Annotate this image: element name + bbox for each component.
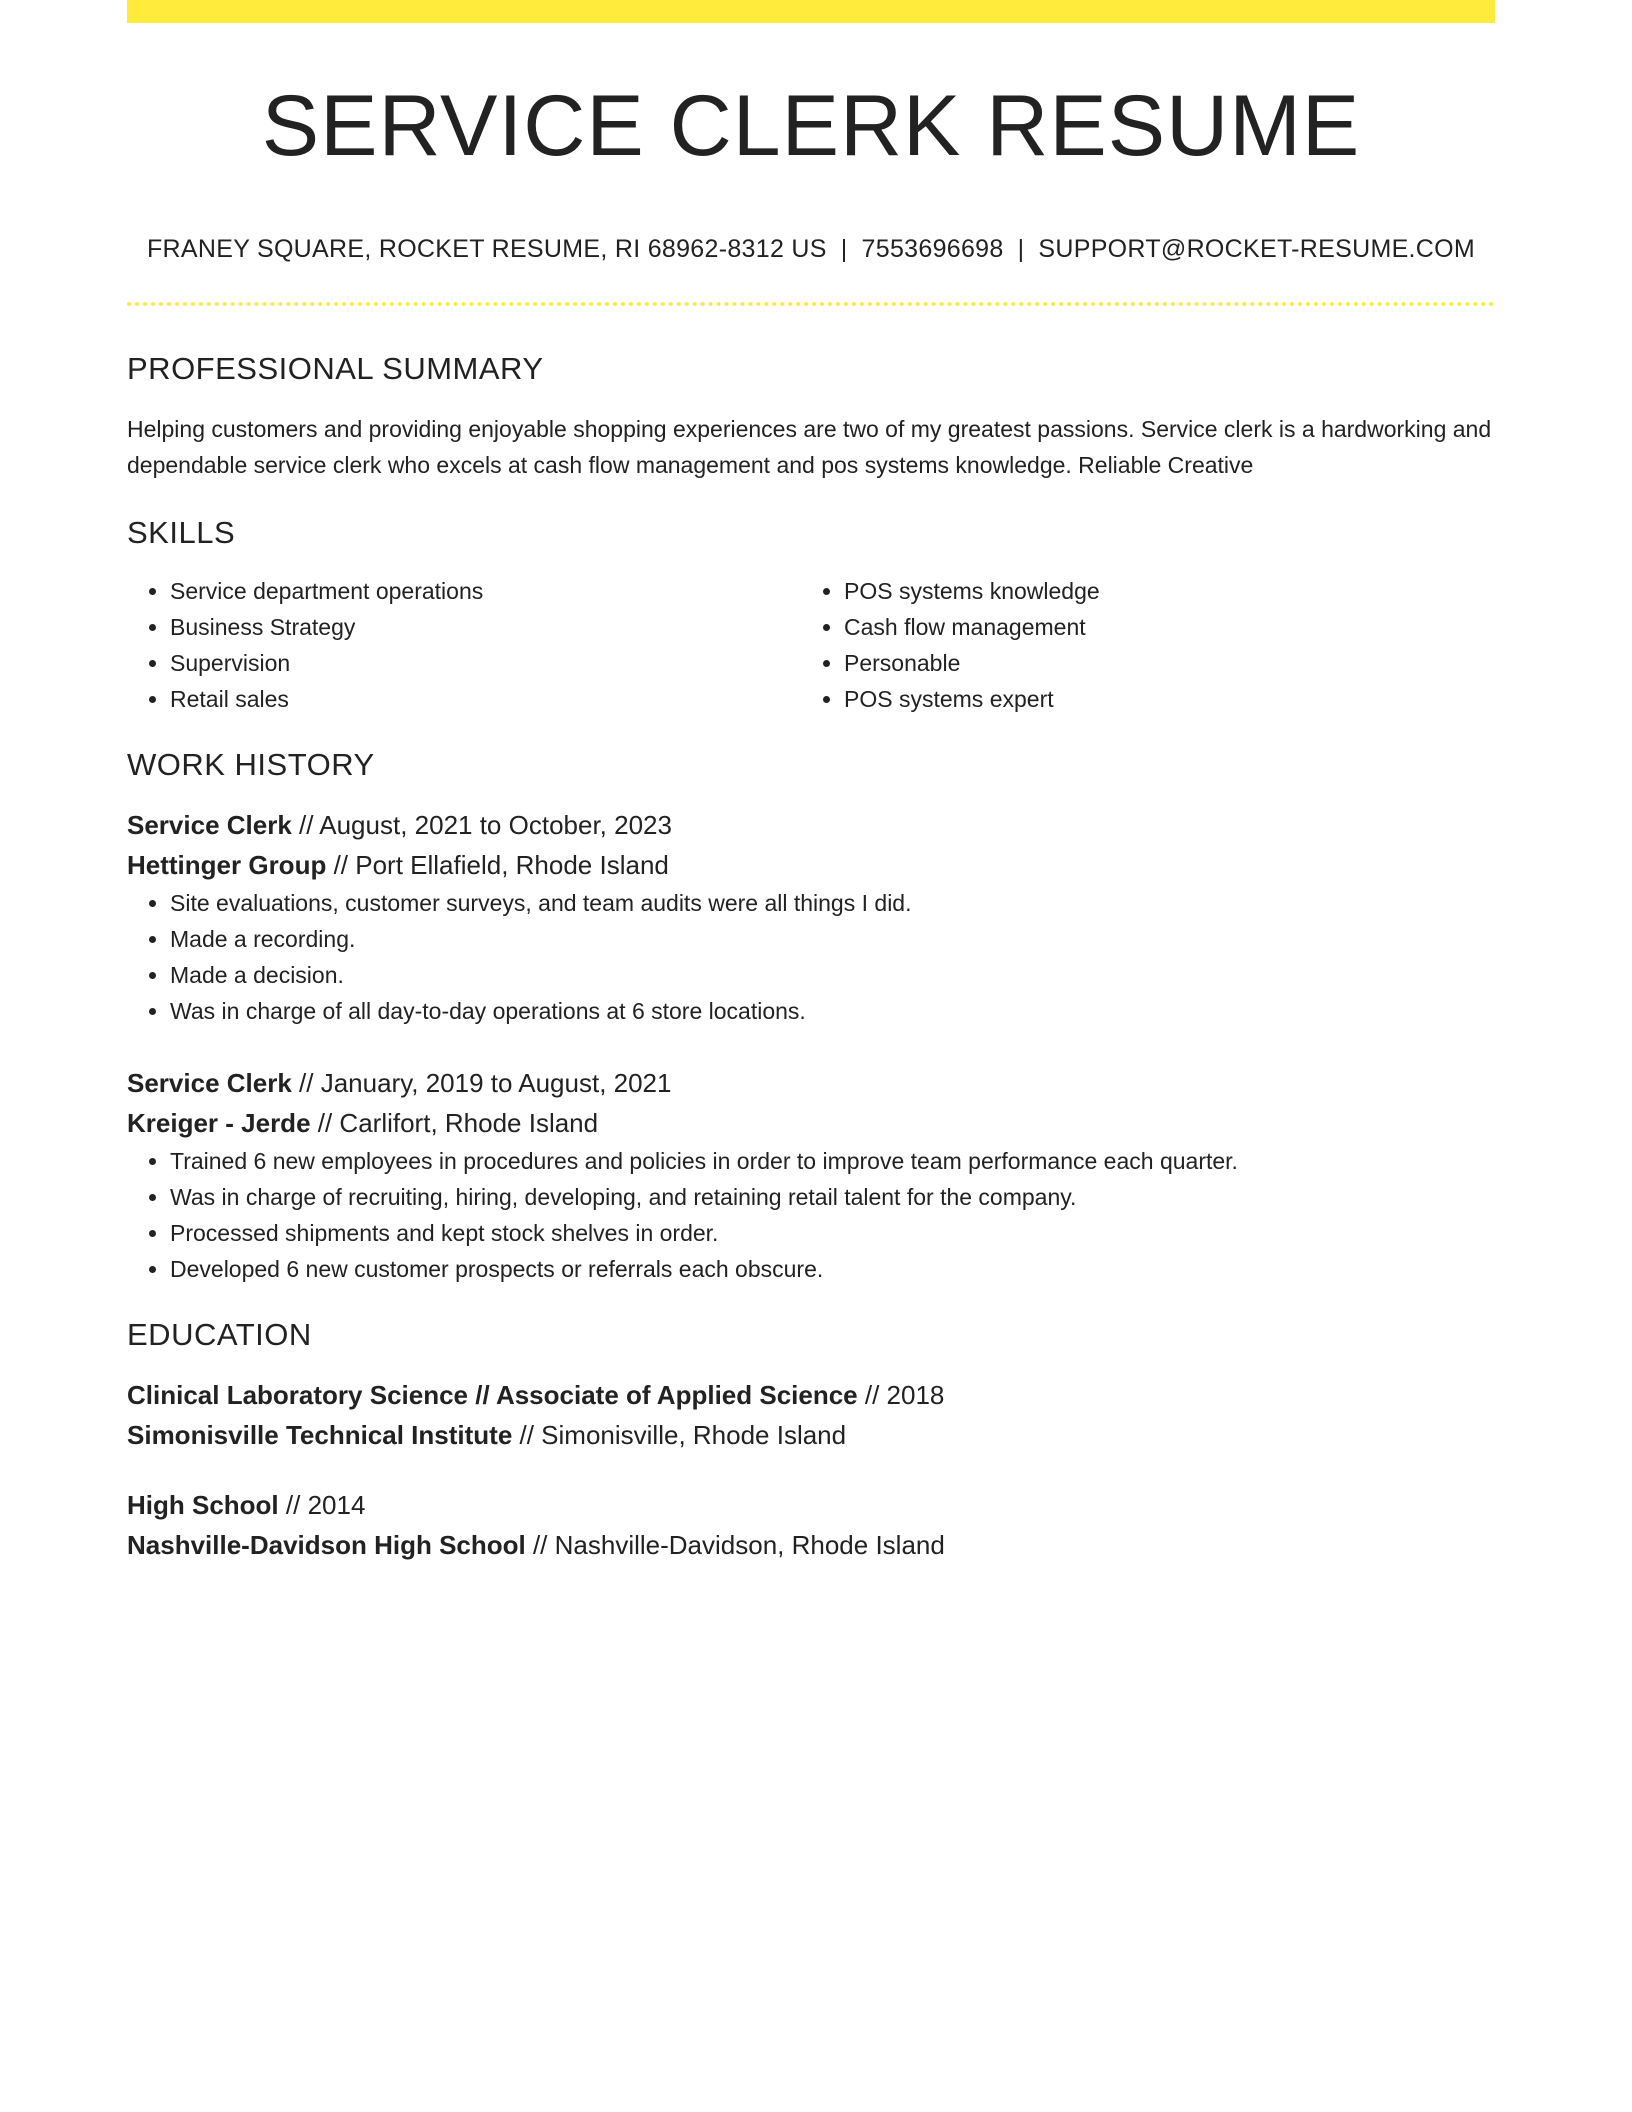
job-bullet-list <box>127 885 1495 1029</box>
contact-email: SUPPORT@ROCKET-RESUME.COM <box>1038 235 1476 263</box>
job-company: Hettinger Group <box>127 850 327 880</box>
job-bullet: • Processed shipments and kept stock shelves in order. <box>170 1215 1495 1251</box>
education-school: Simonisville Technical Institute <box>127 1420 513 1450</box>
job-company-line <box>127 845 1495 885</box>
education-school-line <box>127 1415 1495 1455</box>
top-accent-bar <box>127 0 1495 23</box>
skills-column-right <box>801 573 1475 717</box>
education-location: // Simonisville, Rhode Island <box>512 1420 847 1450</box>
skills-list-left <box>127 573 801 717</box>
education-location: // Nashville-Davidson, Rhode Island <box>525 1530 945 1560</box>
job-bullet: • Made a decision. <box>170 957 1495 993</box>
education-degree-line <box>127 1485 1495 1525</box>
job-role-line <box>127 1063 1495 1103</box>
contact-separator: | <box>840 235 848 263</box>
education-degree: High School <box>127 1490 279 1520</box>
contact-separator: | <box>1017 235 1025 263</box>
skills-heading: SKILLS <box>127 515 236 550</box>
summary-text: Helping customers and providing enjoyable shopping experiences are two of my greatest passions. Service clerk is a hardworking and dependable service clerk who excels at cash flow management and pos systems knowledge. Reliable Creative <box>127 416 1492 478</box>
skill-item: • Service department operations <box>170 573 801 609</box>
job-dates: // August, 2021 to October, 2023 <box>291 810 672 840</box>
job-bullet-list <box>127 1143 1495 1287</box>
job-bullet: • Site evaluations, customer surveys, and team audits were all things I did. <box>170 885 1495 921</box>
skill-item: • POS systems knowledge <box>844 573 1475 609</box>
dotted-divider <box>127 302 1495 306</box>
skill-item: • Cash flow management <box>844 609 1475 645</box>
resume-page <box>127 0 1495 1565</box>
skill-item: • Supervision <box>170 645 801 681</box>
job-company: Kreiger - Jerde <box>127 1108 311 1138</box>
contact-address: FRANEY SQUARE, ROCKET RESUME, RI 68962-8312 US <box>146 235 827 263</box>
education-school-line <box>127 1525 1495 1565</box>
job-location: // Carlifort, Rhode Island <box>310 1108 599 1138</box>
education-year: // 2014 <box>278 1490 366 1520</box>
job-role-line <box>127 805 1495 845</box>
education-school: Nashville-Davidson High School <box>127 1530 526 1560</box>
job-company-line <box>127 1103 1495 1143</box>
education-year: // 2018 <box>857 1380 945 1410</box>
job-bullet: • Trained 6 new employees in procedures and policies in order to improve team performance each quarter. <box>170 1143 1495 1179</box>
skill-item: • Personable <box>844 645 1475 681</box>
job-bullet: • Was in charge of all day-to-day operations at 6 store locations. <box>170 993 1495 1029</box>
education-degree-line <box>127 1375 1495 1415</box>
skills-column-left <box>127 573 801 717</box>
job-location: // Port Ellafield, Rhode Island <box>326 850 669 880</box>
education-heading: EDUCATION <box>127 1317 312 1352</box>
contact-phone: 7553696698 <box>861 235 1004 263</box>
job-bullet: • Developed 6 new customer prospects or referrals each obscure. <box>170 1251 1495 1287</box>
work-history-heading: WORK HISTORY <box>127 747 375 782</box>
skills-list-right <box>801 573 1475 717</box>
skills-grid <box>127 573 1495 717</box>
summary-heading: PROFESSIONAL SUMMARY <box>127 351 544 386</box>
skill-item: • POS systems expert <box>844 681 1475 717</box>
job-role: Service Clerk <box>127 1068 292 1098</box>
job-role: Service Clerk <box>127 810 292 840</box>
resume-title: SERVICE CLERK RESUME <box>261 78 1361 174</box>
job-dates: // January, 2019 to August, 2021 <box>291 1068 672 1098</box>
contact-line <box>127 235 1495 264</box>
job-bullet: • Made a recording. <box>170 921 1495 957</box>
skill-item: • Business Strategy <box>170 609 801 645</box>
education-degree: Clinical Laboratory Science // Associate of Applied Science <box>127 1380 858 1410</box>
skill-item: • Retail sales <box>170 681 801 717</box>
job-bullet: • Was in charge of recruiting, hiring, developing, and retaining retail talent for the company. <box>170 1179 1495 1215</box>
